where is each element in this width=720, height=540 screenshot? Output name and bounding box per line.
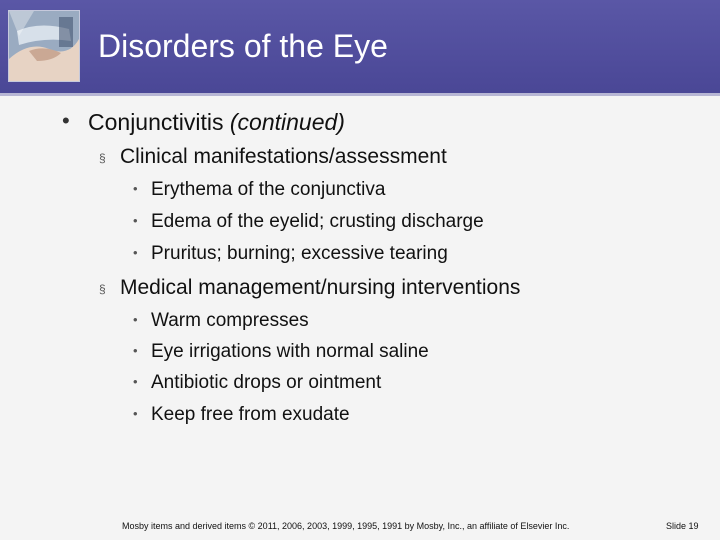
list-item: Antibiotic drops or ointment [151, 372, 382, 393]
level3-bullet: • [133, 374, 138, 389]
level3-bullet: • [133, 343, 138, 358]
copyright-footer: Mosby items and derived items © 2011, 2006, 2003, 1999, 1995, 1991 by Mosby, Inc., an affiliate of Elsevier Inc. [122, 521, 570, 531]
list-item: Keep free from exudate [151, 404, 350, 425]
list-item: Erythema of the conjunctiva [151, 179, 386, 200]
level3-bullet: • [133, 181, 138, 196]
list-item: Pruritus; burning; excessive tearing [151, 243, 448, 264]
level3-bullet: • [133, 312, 138, 327]
slide-number: Slide 19 [666, 521, 699, 531]
level3-bullet: • [133, 213, 138, 228]
topic-label: Conjunctivitis [88, 109, 224, 135]
slide-title: Disorders of the Eye [98, 28, 388, 64]
section-heading: Clinical manifestations/assessment [120, 145, 447, 168]
level2-bullet: § [99, 151, 106, 165]
topic-continued-label: (continued) [229, 109, 345, 135]
list-item: Edema of the eyelid; crusting discharge [151, 211, 484, 232]
list-item: Eye irrigations with normal saline [151, 341, 429, 362]
level1-bullet: • [62, 108, 70, 133]
list-item: Warm compresses [151, 310, 309, 331]
level3-bullet: • [133, 406, 138, 421]
level3-bullet: • [133, 245, 138, 260]
level2-bullet: § [99, 282, 106, 296]
topic-heading [88, 109, 345, 136]
section-heading: Medical management/nursing interventions [120, 276, 521, 299]
